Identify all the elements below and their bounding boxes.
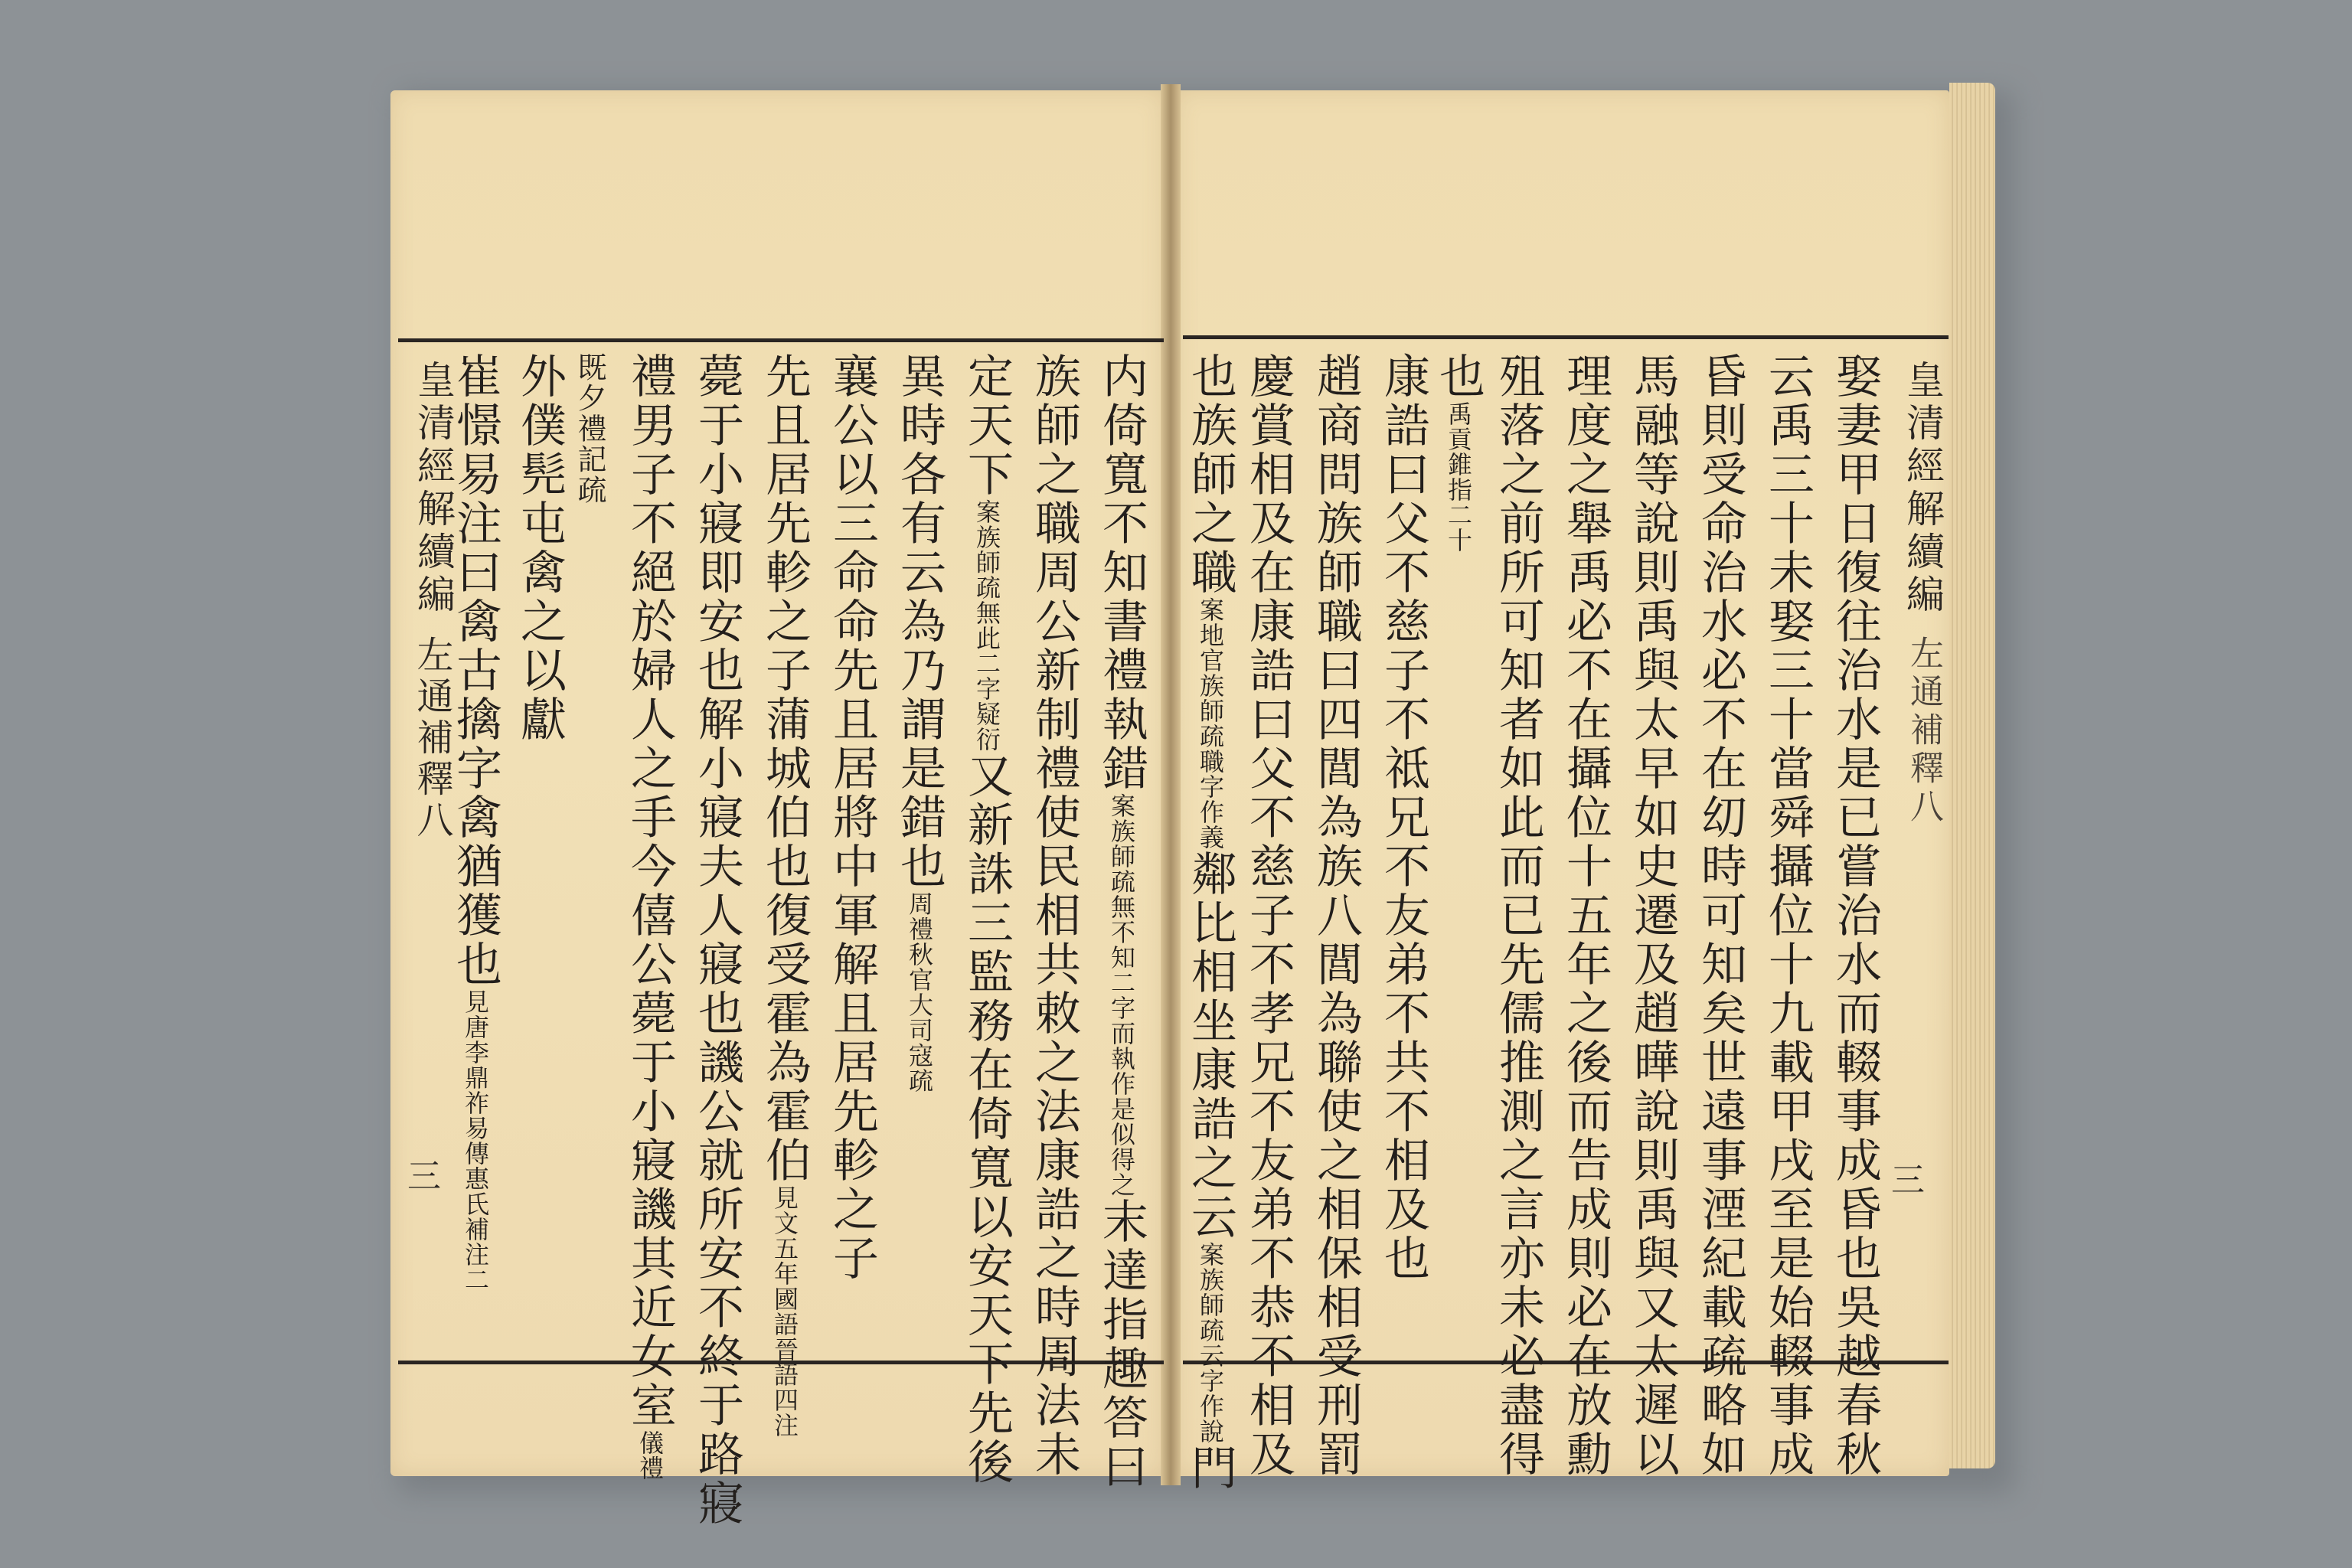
right-col-2: 云禹三十未娶三十當舜攝位十九載甲戌至是始輟事成 [1761, 352, 1815, 1479]
left-col-10: 外僕髡屯禽之以獻 [513, 352, 567, 744]
left-col-3: 定天下案族師疏無此二字疑衍又新誅三監務在倚寬以安天下先後 [960, 352, 1014, 1487]
left-col-6: 先且居先軫之子蒲城伯也復受霍為霍伯見文五年國語晉語四注 [758, 352, 812, 1438]
left-col-9: 既夕禮記疏 [573, 352, 606, 505]
right-col-1: 娶妻甲日復往治水是已嘗治水而輟事成昏也吳越春秋 [1828, 352, 1882, 1479]
left-col-7: 薨于小寢即安也解小寢夫人寢也譏公就所安不終于路寢 [691, 352, 744, 1528]
right-col-4: 馬融等說則禹與太早如史遷及趙曄說則禹與又太遲以 [1626, 352, 1680, 1479]
left-edge-title: 皇清經解續編 [411, 360, 456, 617]
left-col-5: 襄公以三命命先且居將中軍解且居先軫之子 [825, 352, 879, 1283]
right-col-7: 也禹貢錐指二十 [1432, 352, 1485, 553]
right-edge-subtitle: 左通補釋八 [1904, 635, 1943, 827]
right-folio: 三 [1891, 1161, 1925, 1200]
left-col-4: 異時各有云為乃謂是錯也周禮秋官大司寇疏 [893, 352, 946, 1093]
left-folio: 三 [407, 1157, 441, 1196]
right-col-11: 也族師之職案地官族師疏職字作義鄰比相坐康誥之云案族師疏云字作說門 [1184, 352, 1237, 1493]
right-col-8: 康誥曰父不慈子不祗兄不友弟不共不相及也 [1377, 352, 1430, 1283]
right-col-6: 殂落之前所可知者如此而已先儒推測之言亦未必盡得 [1491, 352, 1545, 1479]
left-col-8: 禮男子不絕於婦人之手今僖公薨于小寢譏其近女室儀禮 [623, 352, 677, 1481]
left-col-1: 内倚寬不知書禮執錯案族師疏無不知二字而執作是似得之末達指趣答曰 [1095, 352, 1148, 1491]
right-col-10: 慶賞相及在康誥曰父不慈子不孝兄不友弟不恭不相及 [1242, 352, 1295, 1479]
right-col-5: 理度之舉禹必不在攝位十五年之後而告成則必在放勳 [1559, 352, 1612, 1479]
left-edge-subtitle: 左通補釋八 [410, 635, 453, 842]
right-col-3: 昏則受命治水必不在㓜時可知矣世遠事湮紀載疏略如 [1694, 352, 1747, 1479]
right-col-9: 趙商問族師職曰四閭為族八閭為聯使之相保相受刑罰 [1309, 352, 1363, 1479]
page-edges [1949, 83, 1995, 1468]
left-col-2: 族師之職周公新制禮使民相共敕之法康誥之時周法未 [1027, 352, 1081, 1479]
left-col-11: 崔憬易注曰禽古擒字禽猶獲也見唐李鼎祚易傳惠氏補注二 [449, 352, 502, 1292]
right-edge-title: 皇清經解續編 [1900, 360, 1945, 617]
